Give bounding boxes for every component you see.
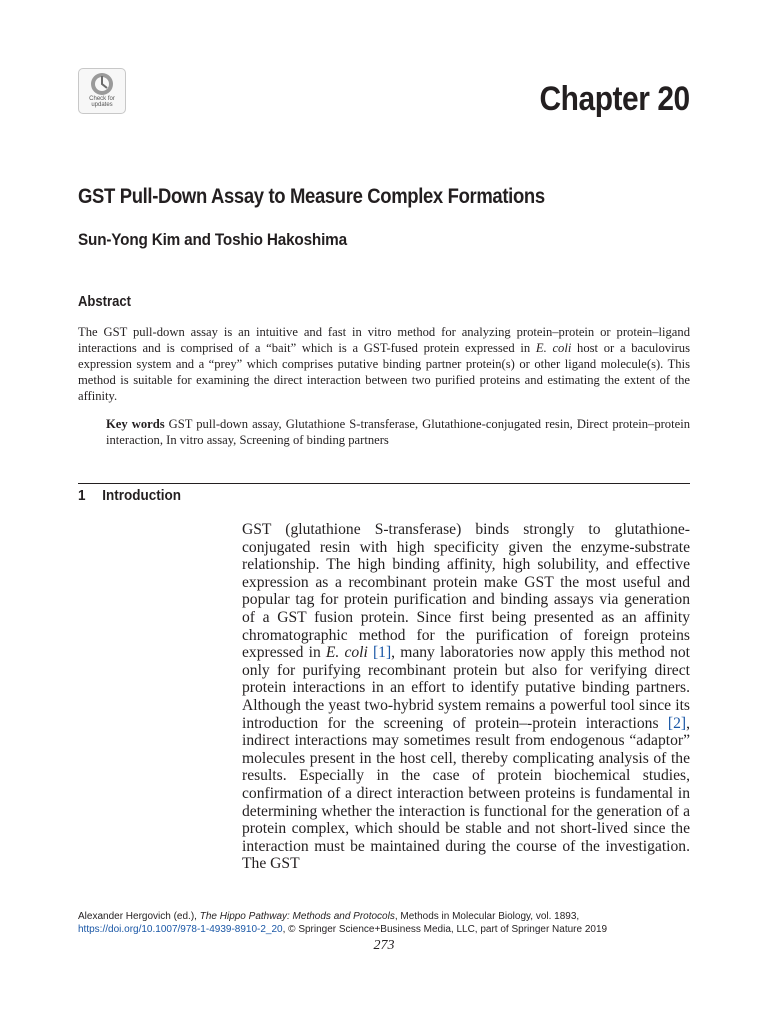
footer-citation: Alexander Hergovich (ed.), The Hippo Pathway: Methods and Protocols, Methods in Molecular Biology, vol. 1893, https://doi.org/10.1007/978-1-4939-8910-2_20, © Springer Science+Business Media, LLC, part of Springer Nature 2019 bbox=[78, 911, 608, 935]
check-for-updates-icon bbox=[90, 72, 114, 96]
abstract-text: The GST pull-down assay is an intuitive and fast in vitro method for analyzing protein–protein or protein–ligand interactions and is comprised of a “bait” which is a GST-fused protein expressed in E. coli host or a baculovirus expression system and a “prey” which comprises putative binding partner protein(s) or other ligand molecule(s). This method is suitable for examining the direct interaction between two purified proteins and estimating the extent of the affinity. bbox=[78, 325, 690, 403]
badge-label: Check for updates bbox=[89, 96, 115, 108]
section-rule bbox=[78, 483, 690, 484]
citation-link-2[interactable]: [2] bbox=[667, 714, 687, 732]
keywords bbox=[106, 416, 690, 448]
book-title: The Hippo Pathway: Methods and Protocols bbox=[199, 911, 395, 922]
introduction-text: GST (glutathione S-transferase) binds strongly to glutathione-conjugated resin with high specificity given the enzyme-substrate relationship. The high binding affinity, high solubility, and effective expression as a recombinant protein make GST the most useful and popular tag for protein purification and binding assays via generation of a GST fusion protein. Since first being presented as an affinity chromatographic method for the purification of foreign proteins expressed in E. coli [1], many laboratories now apply this method not only for purifying recombinant protein but also for verifying direct protein interactions in an effort to identify putative binding partners. Although the yeast two-hybrid system remains a powerful tool since its introduction for the screening of protein–-protein interactions [2], indirect interactions may sometimes result from endogenous “adaptor” molecules present in the host cell, thereby complicating analysis of the results. Especially in the case of protein biochemical studies, confirmation of a direct interaction between proteins is fundamental in determining whether the interaction is functional for the generation of a protein complex, which should be stable and not short-lived since the interaction must be maintained during the course of the investigation. The GST bbox=[242, 521, 690, 873]
intro-ecoli: E. coli bbox=[325, 644, 368, 662]
check-for-updates-badge[interactable] bbox=[78, 68, 126, 114]
keywords-text: GST pull-down assay, Glutathione S-transferase, Glutathione-conjugated resin, Direct protein–protein interaction, In vitro assay, Screening of binding partners bbox=[106, 417, 690, 447]
citation-link-1[interactable]: [1] bbox=[372, 644, 392, 662]
keywords-label: Key words bbox=[106, 417, 165, 431]
authors: Sun-Yong Kim and Toshio Hakoshima bbox=[78, 230, 347, 249]
section-title: Introduction bbox=[102, 487, 182, 504]
doi-link[interactable]: https://doi.org/10.1007/978-1-4939-8910-2_20 bbox=[78, 923, 283, 935]
article-title: GST Pull-Down Assay to Measure Complex Formations bbox=[78, 185, 545, 208]
section-heading bbox=[78, 487, 181, 504]
abstract-ecoli: E. coli bbox=[535, 341, 572, 355]
page-number: 273 bbox=[373, 938, 395, 953]
chapter-label: Chapter 20 bbox=[539, 80, 690, 118]
section-number: 1 bbox=[78, 487, 86, 504]
abstract-heading: Abstract bbox=[78, 294, 131, 310]
